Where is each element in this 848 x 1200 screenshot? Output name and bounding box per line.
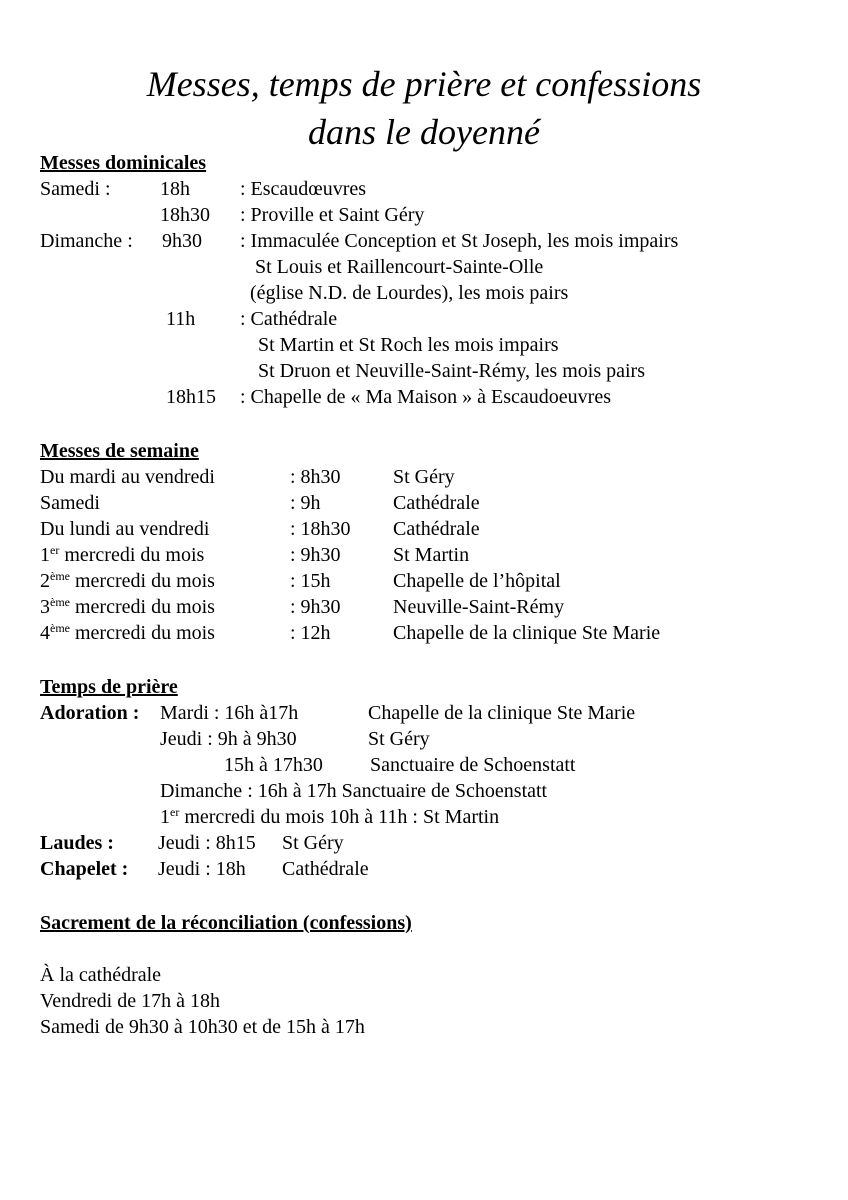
semaine-day: 4ème mercredi du mois [40,621,215,644]
semaine-day: 1er mercredi du mois [40,543,205,566]
semaine-day: Samedi [40,492,100,514]
page-title [0,60,848,156]
dominicale-text: : Immaculée Conception et St Joseph, les mois impairs [240,230,679,252]
semaine-time: : 18h30 [290,518,351,540]
dominicale-text: (église N.D. de Lourdes), les mois pairs [250,282,569,304]
semaine-time: : 15h [290,570,331,592]
dominicale-text: : Cathédrale [240,308,338,330]
laudes-label: Laudes : [40,832,114,854]
semaine-place: Cathédrale [393,492,480,514]
adoration-label: Adoration : [40,702,140,724]
semaine-place: Chapelle de la clinique Ste Marie [393,622,661,644]
chapelet-place: Cathédrale [282,858,369,880]
semaine-day: 3ème mercredi du mois [40,595,215,618]
section-heading-dominicales: Messes dominicales [40,152,207,174]
semaine-time: : 9h30 [290,544,341,566]
dominicale-text: St Martin et St Roch les mois impairs [258,334,559,356]
section-heading-reconciliation: Sacrement de la réconciliation (confessions) [40,912,412,934]
adoration-line: 1er mercredi du mois 10h à 11h : St Martin [160,805,500,828]
section-heading-semaine: Messes de semaine [40,440,199,462]
title-line-1: Messes, temps de prière et confessions [146,64,702,104]
semaine-place: Chapelle de l’hôpital [393,570,561,592]
dominicale-text: St Druon et Neuville-Saint-Rémy, les mois pairs [258,360,645,382]
dominicale-text: : Escaudœuvres [240,178,367,200]
samedi-label: Samedi : [40,178,111,200]
reconciliation-line: Vendredi de 17h à 18h [40,990,220,1012]
semaine-time: : 12h [290,622,331,644]
title-line-2: dans le doyenné [308,112,540,152]
semaine-time: : 9h [290,492,321,514]
semaine-day: Du mardi au vendredi [40,466,215,488]
chapelet-when: Jeudi : 18h [158,858,246,880]
adoration-place: Chapelle de la clinique Ste Marie [368,702,636,724]
adoration-place: St Géry [368,728,430,750]
adoration-when: Jeudi : 9h à 9h30 [160,728,297,750]
dominicale-text: : Proville et Saint Géry [240,204,425,226]
adoration-place: Sanctuaire de Schoenstatt [370,754,576,776]
adoration-when: 15h à 17h30 [224,754,323,776]
semaine-time: : 9h30 [290,596,341,618]
adoration-when: Mardi : 16h à17h [160,702,299,724]
semaine-place: St Géry [393,466,455,488]
laudes-when: Jeudi : 8h15 [158,832,256,854]
section-heading-priere: Temps de prière [40,676,178,698]
dimanche-label: Dimanche : [40,230,133,252]
adoration-line: Dimanche : 16h à 17h Sanctuaire de Schoenstatt [160,780,548,802]
dominicale-time: 18h15 [166,386,216,408]
laudes-place: St Géry [282,832,344,854]
semaine-time: : 8h30 [290,466,341,488]
reconciliation-line: Samedi de 9h30 à 10h30 et de 15h à 17h [40,1016,365,1038]
reconciliation-line: À la cathédrale [40,964,162,986]
dominicale-text: St Louis et Raillencourt-Sainte-Olle [255,256,544,278]
semaine-place: Cathédrale [393,518,480,540]
dominicale-text: : Chapelle de « Ma Maison » à Escaudoeuvres [240,386,612,408]
chapelet-label: Chapelet : [40,858,129,880]
dominicale-time: 9h30 [162,230,202,252]
semaine-place: St Martin [393,544,470,566]
dominicale-time: 18h30 [160,204,210,226]
semaine-place: Neuville-Saint-Rémy [393,596,565,618]
semaine-day: 2ème mercredi du mois [40,569,215,592]
dominicale-time: 18h [160,178,190,200]
dominicale-time: 11h [166,308,196,330]
semaine-day: Du lundi au vendredi [40,518,210,540]
